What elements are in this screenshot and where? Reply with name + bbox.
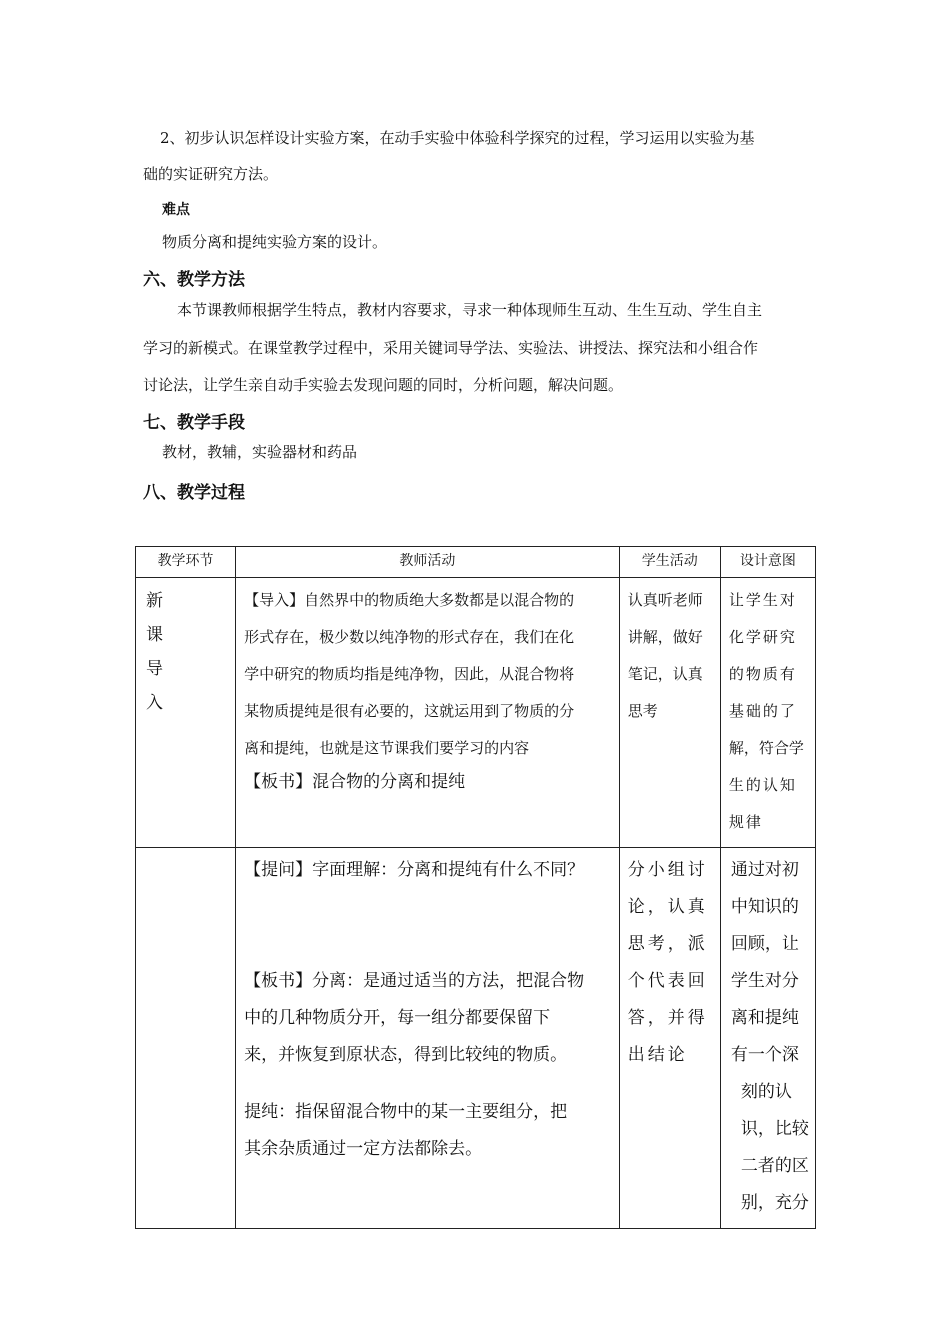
student-line: 出结论: [627, 1045, 688, 1065]
stage-cell: [136, 578, 236, 848]
objective-line-1: 2、初步认识怎样设计实验方案，在动手实验中体验科学探究的过程，学习运用以实验为基: [160, 129, 755, 147]
intent-line: 中知识的: [730, 897, 799, 917]
table-header-row: [136, 547, 816, 578]
student-line: 思考: [627, 702, 658, 720]
student-line: 思考，派: [627, 934, 708, 954]
intent-line: 离和提纯: [730, 1008, 799, 1028]
header-design-intent: 设计意图: [720, 547, 815, 578]
teacher-activity-cell: [236, 848, 620, 1229]
section-6-line-2: 学习的新模式。在课堂教学过程中，采用关键词导学法、实验法、讲授法、探究法和小组合作: [143, 339, 759, 357]
intent-line: 让学生对: [728, 591, 797, 609]
stage-char: 入: [146, 693, 163, 713]
objective-line-2: 础的实证研究方法。: [143, 165, 279, 183]
stage-char: 新: [146, 591, 163, 611]
stage-char: 课: [146, 625, 163, 645]
header-teacher-activity: 教师活动: [236, 547, 620, 578]
teacher-line: 形式存在，极少数以纯净物的形式存在，我们在化: [244, 628, 575, 646]
intent-line: 学生对分: [730, 971, 799, 991]
teacher-line: 【板书】混合物的分离和提纯: [244, 772, 466, 792]
teacher-line: 某物质提纯是很有必要的，这就运用到了物质的分: [244, 702, 575, 720]
intent-line: 有一个深: [730, 1045, 799, 1065]
intent-line: 生的认知: [728, 776, 797, 794]
teacher-line: 提纯：指保留混合物中的某一主要组分，把: [244, 1102, 568, 1122]
student-line: 认真听老师: [627, 591, 703, 609]
student-line: 笔记，认真: [627, 665, 703, 683]
teacher-line: 离和提纯，也就是这节课我们要学习的内容: [244, 739, 530, 757]
section-7-heading: 七、教学手段: [143, 413, 245, 433]
teacher-line: 其余杂质通过一定方法都除去。: [244, 1139, 483, 1159]
student-line: 讲解，做好: [627, 628, 703, 646]
teacher-line: 【板书】分离：是通过适当的方法，把混合物: [244, 971, 585, 991]
student-line: 个代表回: [627, 971, 708, 991]
intent-line: 回顾，让: [730, 934, 799, 954]
section-8-heading: 八、教学过程: [143, 483, 245, 503]
section-7-text: 教材，教辅，实验器材和药品: [162, 443, 358, 461]
teacher-question: 【提问】字面理解：分离和提纯有什么不同？: [244, 860, 585, 880]
intent-line: 识，比较: [740, 1119, 809, 1139]
teacher-line: 中的几种物质分开，每一组分都要保留下: [244, 1008, 551, 1028]
student-line: 答，并得: [627, 1008, 708, 1028]
intent-line: 别，充分: [740, 1193, 809, 1213]
student-line: 分小组讨: [627, 860, 708, 880]
teacher-line: 来，并恢复到原状态，得到比较纯的物质。: [244, 1045, 568, 1065]
intent-line: 二者的区: [740, 1156, 809, 1176]
stage-char: 导: [146, 659, 163, 679]
student-activity-cell: [619, 578, 720, 848]
intent-line: 化学研究: [728, 628, 797, 646]
design-intent-cell: [720, 578, 815, 848]
difficulty-heading: 难点: [162, 202, 190, 218]
teacher-activity-cell: [236, 578, 620, 848]
table-row: [136, 848, 816, 1229]
teaching-process-table: [135, 546, 816, 1229]
intent-line: 通过对初: [730, 860, 799, 880]
intent-line: 解，符合学: [728, 739, 804, 757]
stage-cell: [136, 848, 236, 1229]
teacher-line: 学中研究的物质均指是纯净物，因此，从混合物将: [244, 665, 575, 683]
student-line: 论，认真: [627, 897, 708, 917]
intent-line: 的物质有: [728, 665, 797, 683]
intent-line: 规律: [728, 813, 763, 831]
intent-line: 基础的了: [728, 702, 797, 720]
header-stage: 教学环节: [136, 547, 236, 578]
section-6-line-3: 讨论法，让学生亲自动手实验去发现问题的同时，分析问题，解决问题。: [143, 376, 624, 394]
teacher-line: 【导入】自然界中的物质绝大多数都是以混合物的: [244, 591, 575, 609]
intent-line: 刻的认: [740, 1082, 792, 1102]
header-student-activity: 学生活动: [619, 547, 720, 578]
student-activity-cell: [619, 848, 720, 1229]
section-6-line-1: 本节课教师根据学生特点，教材内容要求，寻求一种体现师生互动、生生互动、学生自主: [177, 301, 763, 319]
difficulty-text: 物质分离和提纯实验方案的设计。: [162, 233, 388, 251]
section-6-heading: 六、教学方法: [143, 270, 245, 290]
table-row: [136, 578, 816, 848]
design-intent-cell: [720, 848, 815, 1229]
